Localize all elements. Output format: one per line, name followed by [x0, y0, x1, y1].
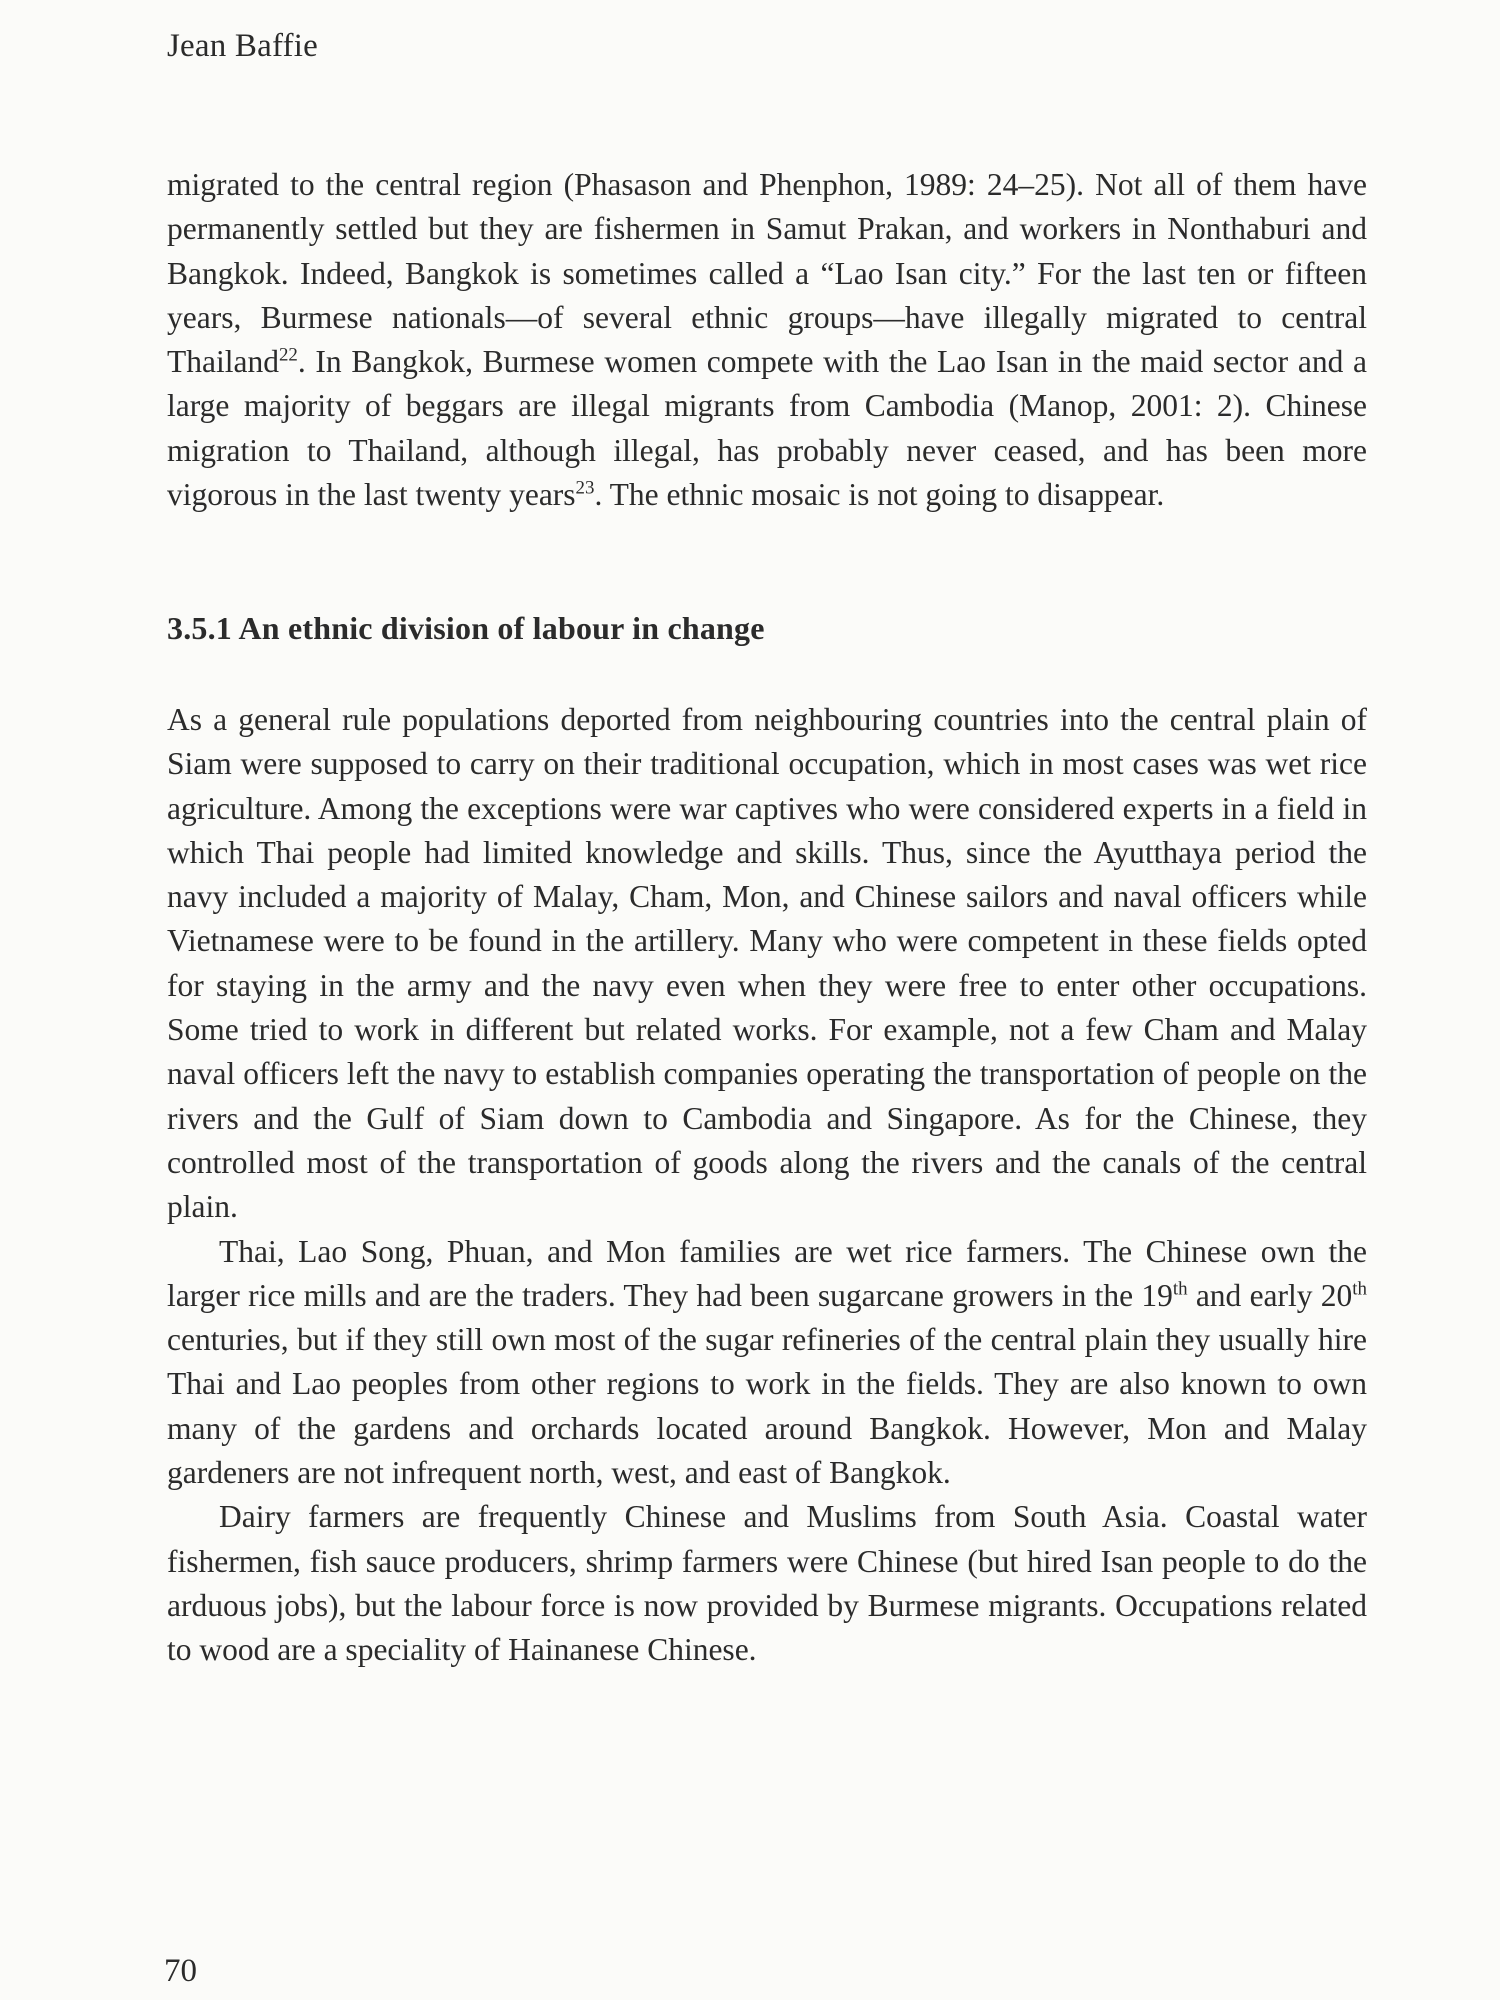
paragraph-3: Dairy farmers are frequently Chinese and Muslims from South Asia. Coastal water fishermen, fish sauce producers, shrimp farmers were Chinese (but hired Isan people to do the arduous jobs), but the labour force is now provided by Burmese migrants. Occupations related to wood are a speciality of Hainanese Chinese.: [167, 1499, 1367, 1668]
intro-text-a: migrated to the central region (Phasason and Phenphon, 1989: 24–25). Not all of them have permanently settled but they are fishermen in Samut Prakan, and workers in Nonthaburi and Bangkok. Indeed, Bangkok is sometimes called a “Lao Isan city.” For the last ten or fifteen years, Burmese nationals—of several ethnic groups—have illegally migrated to central Thailand: [167, 167, 1367, 380]
section-heading: [167, 610, 765, 647]
p2-text-b: and early 20: [1187, 1277, 1353, 1313]
ordinal-suffix: th: [1172, 1278, 1188, 1300]
paragraph-continued: [167, 163, 1367, 517]
page-number: 70: [164, 1953, 197, 1989]
section-body: [167, 698, 1367, 1673]
footnote-ref-23: 23: [575, 477, 595, 499]
section-number: 3.5.1: [167, 610, 232, 646]
intro-paragraph: [167, 163, 1367, 517]
section-title: An ethnic division of labour in change: [238, 610, 765, 646]
intro-text-b: . In Bangkok, Burmese women compete with the Lao Isan in the maid sector and a large majority of beggars are illegal migrants from Cambodia (Manop, 2001: 2). Chinese migration to Thailand, although illegal, has probably never ceased, and has been more vigorous in the last twenty years: [167, 344, 1367, 513]
paragraph-1: As a general rule populations deported from neighbouring countries into the central plain of Siam were supposed to carry on their traditional occupation, which in most cases was wet rice agriculture. Among the exceptions were war captives who were considered experts in a field in which Thai people had limited knowledge and skills. Thus, since the Ayutthaya period the navy included a majority of Malay, Cham, Mon, and Chinese sailors and naval officers while Vietnamese were to be found in the artillery. Many who were competent in these fields opted for staying in the army and the navy even when they were free to enter other occupations. Some tried to work in different but related works. For example, not a few Cham and Malay naval officers left the navy to establish companies operating the transportation of people on the rivers and the Gulf of Siam down to Cambodia and Singapore. As for the Chinese, they controlled most of the transportation of goods along the rivers and the canals of the central plain.: [167, 702, 1367, 1225]
footnote-ref-22: 22: [278, 344, 298, 366]
paragraph-2: [167, 1230, 1367, 1496]
p2-text-a: Thai, Lao Song, Phuan, and Mon families are wet rice farmers. The Chinese own the larger rice mills and are the traders. They had been sugarcane growers in the 19: [167, 1233, 1367, 1313]
p2-text-c: centuries, but if they still own most of the sugar refineries of the central plain they usually hire Thai and Lao peoples from other regions to work in the fields. They are also known to own many of the gardens and orchards located around Bangkok. However, Mon and Malay gardeners are not infrequent north, west, and east of Bangkok.: [167, 1322, 1367, 1491]
ordinal-suffix: th: [1352, 1278, 1367, 1300]
intro-text-c: . The ethnic mosaic is not going to disappear.: [594, 477, 1165, 513]
running-head: Jean Baffie: [167, 28, 318, 64]
